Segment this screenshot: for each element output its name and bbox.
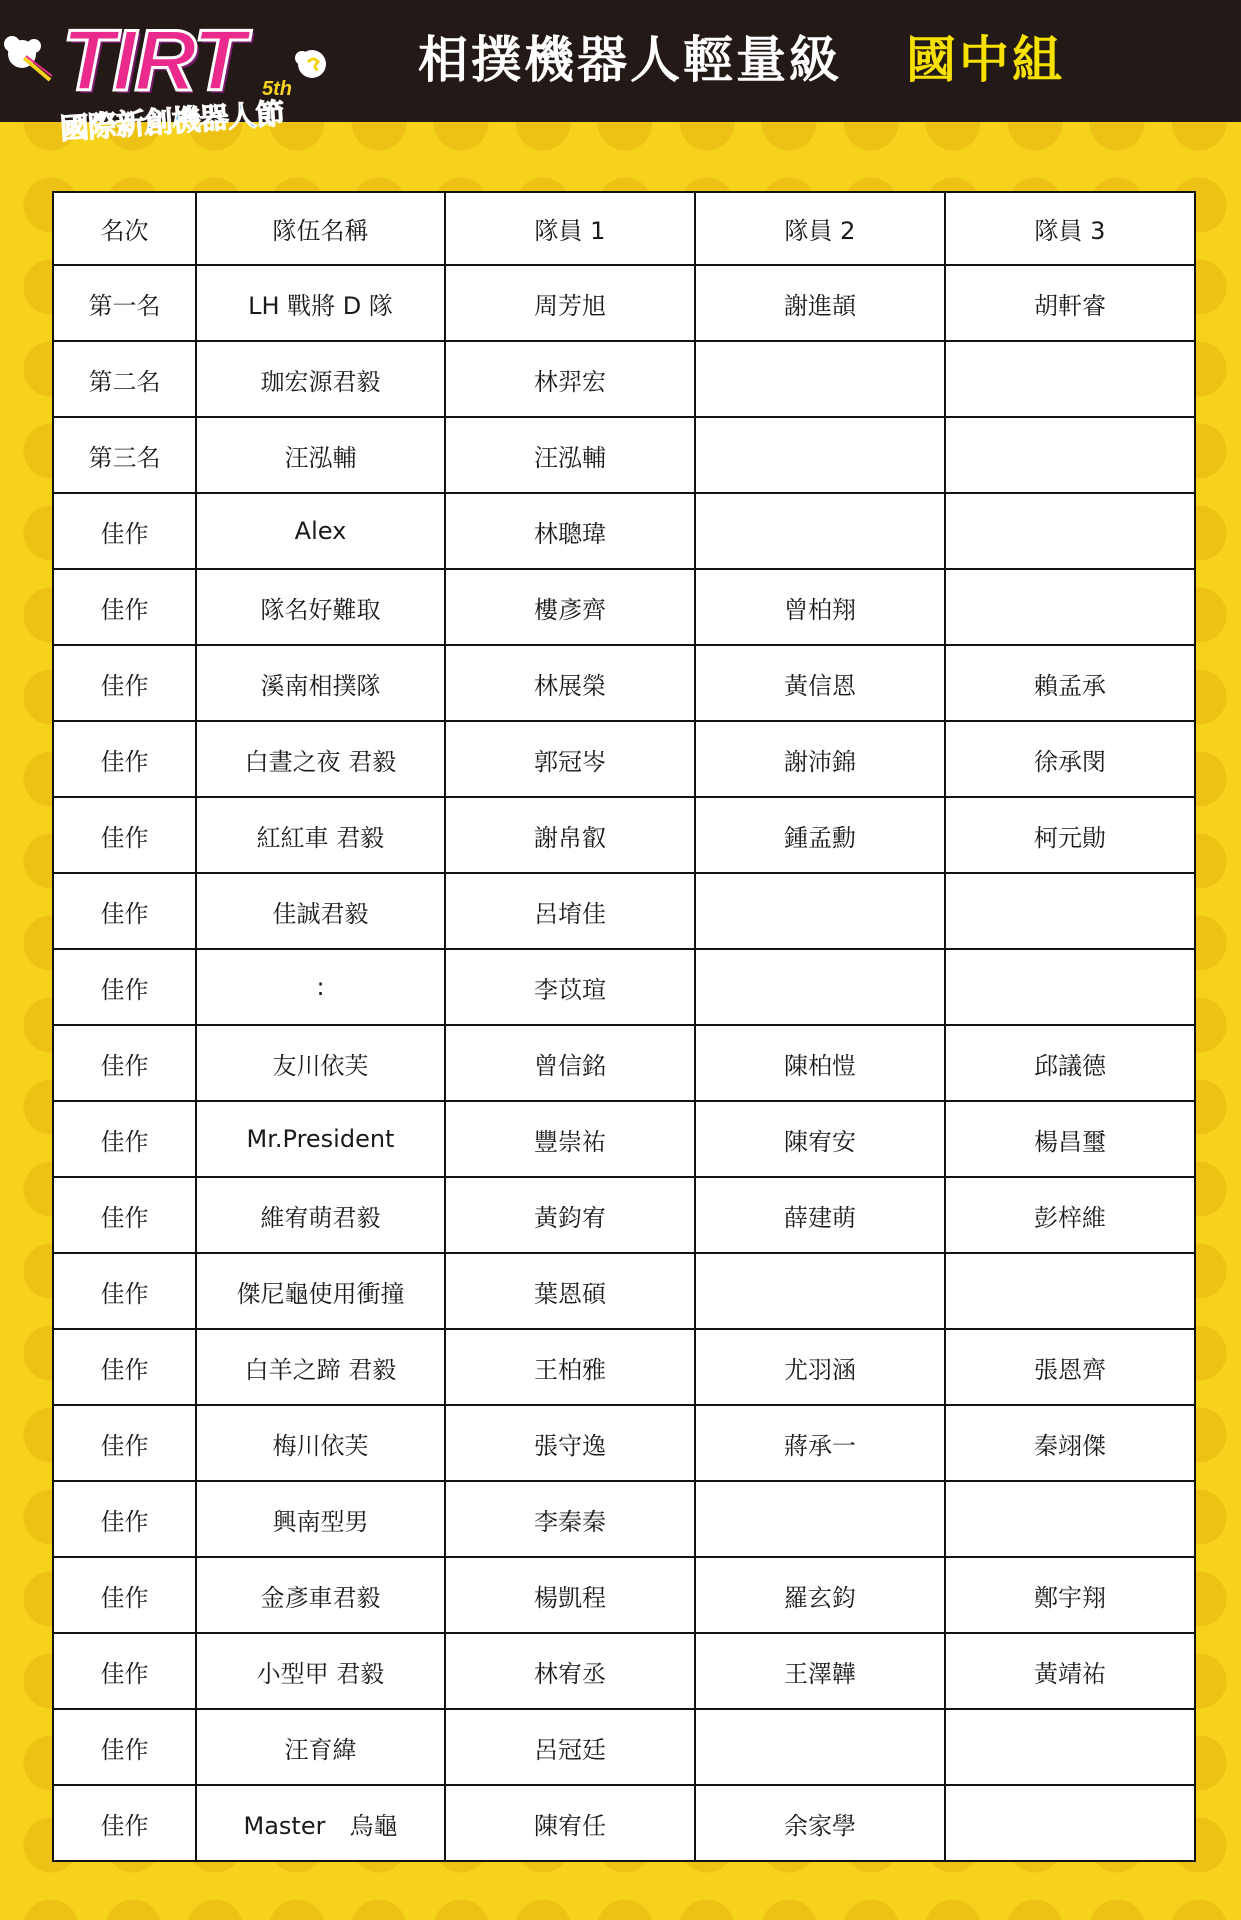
member-3-cell: [945, 341, 1195, 417]
member-3-cell: 張恩齊: [945, 1329, 1195, 1405]
table-row: [53, 1633, 1195, 1709]
member-1-cell: 林羿宏: [445, 341, 695, 417]
table-row: [53, 493, 1195, 569]
logo-subtitle: 國際新創機器人節: [58, 96, 285, 146]
member-1-cell: 林展榮: [445, 645, 695, 721]
team-name-cell: 梅川依芙: [196, 1405, 445, 1481]
team-name-cell: :: [196, 949, 445, 1025]
member-1-cell: 李秦秦: [445, 1481, 695, 1557]
member-3-cell: [945, 1785, 1195, 1861]
member-2-cell: [695, 417, 945, 493]
member-3-cell: 徐承閔: [945, 721, 1195, 797]
logo-edition: 5th: [262, 78, 292, 100]
member-1-cell: 黃鈞宥: [445, 1177, 695, 1253]
table-row: [53, 1025, 1195, 1101]
member-2-cell: 余家學: [695, 1785, 945, 1861]
table-row: [53, 1481, 1195, 1557]
category-label: 國中組: [906, 31, 1065, 89]
column-header-member-2: 隊員 2: [695, 192, 945, 265]
member-1-cell: 周芳旭: [445, 265, 695, 341]
rank-cell: 佳作: [53, 1481, 196, 1557]
member-2-cell: [695, 1709, 945, 1785]
member-1-cell: 呂堉佳: [445, 873, 695, 949]
cloud-icon: [290, 42, 334, 86]
table-row: [53, 1557, 1195, 1633]
member-3-cell: 邱議德: [945, 1025, 1195, 1101]
rank-cell: 第二名: [53, 341, 196, 417]
rank-cell: 佳作: [53, 1329, 196, 1405]
header-bar: [0, 0, 1241, 146]
team-name-cell: Master 烏龜: [196, 1785, 445, 1861]
table-row: [53, 265, 1195, 341]
table-row: [53, 721, 1195, 797]
team-name-cell: 珈宏源君毅: [196, 341, 445, 417]
member-2-cell: 薛建萌: [695, 1177, 945, 1253]
rank-cell: 佳作: [53, 493, 196, 569]
team-name-cell: 佳誠君毅: [196, 873, 445, 949]
member-1-cell: 王柏雅: [445, 1329, 695, 1405]
rank-cell: 第三名: [53, 417, 196, 493]
rank-cell: 佳作: [53, 645, 196, 721]
member-3-cell: 彭梓維: [945, 1177, 1195, 1253]
member-1-cell: 呂冠廷: [445, 1709, 695, 1785]
table-row: [53, 949, 1195, 1025]
table-row: [53, 797, 1195, 873]
rank-cell: 佳作: [53, 721, 196, 797]
team-name-cell: Alex: [196, 493, 445, 569]
spark-icon: [0, 28, 58, 86]
member-2-cell: [695, 1481, 945, 1557]
rank-cell: 佳作: [53, 1253, 196, 1329]
team-name-cell: 紅紅車 君毅: [196, 797, 445, 873]
logo-text: TIRT: [62, 13, 244, 109]
member-2-cell: [695, 949, 945, 1025]
team-name-cell: LH 戰將 D 隊: [196, 265, 445, 341]
table-row: [53, 873, 1195, 949]
member-3-cell: [945, 569, 1195, 645]
member-1-cell: 林聰瑋: [445, 493, 695, 569]
member-1-cell: 郭冠岑: [445, 721, 695, 797]
member-1-cell: 林宥丞: [445, 1633, 695, 1709]
team-name-cell: 汪泓輔: [196, 417, 445, 493]
team-name-cell: 汪育緯: [196, 1709, 445, 1785]
table-header-row: [53, 192, 1195, 265]
team-name-cell: 傑尼龜使用衝撞: [196, 1253, 445, 1329]
member-2-cell: 謝沛錦: [695, 721, 945, 797]
member-2-cell: 蔣承一: [695, 1405, 945, 1481]
column-header-member-3: 隊員 3: [945, 192, 1195, 265]
team-name-cell: 白晝之夜 君毅: [196, 721, 445, 797]
member-1-cell: 汪泓輔: [445, 417, 695, 493]
table-row: [53, 1405, 1195, 1481]
member-2-cell: 黃信恩: [695, 645, 945, 721]
rank-cell: 佳作: [53, 1025, 196, 1101]
team-name-cell: 友川依芙: [196, 1025, 445, 1101]
team-name-cell: 維宥萌君毅: [196, 1177, 445, 1253]
table-row: [53, 569, 1195, 645]
rank-cell: 佳作: [53, 1709, 196, 1785]
member-2-cell: 羅玄鈞: [695, 1557, 945, 1633]
member-3-cell: [945, 1481, 1195, 1557]
team-name-cell: 溪南相撲隊: [196, 645, 445, 721]
team-name-cell: 金彥車君毅: [196, 1557, 445, 1633]
member-1-cell: 豐崇祐: [445, 1101, 695, 1177]
member-1-cell: 葉恩碩: [445, 1253, 695, 1329]
rank-cell: 佳作: [53, 949, 196, 1025]
table-row: [53, 1785, 1195, 1861]
rank-cell: 第一名: [53, 265, 196, 341]
table-row: [53, 1177, 1195, 1253]
member-2-cell: [695, 873, 945, 949]
member-3-cell: 賴孟承: [945, 645, 1195, 721]
member-3-cell: [945, 873, 1195, 949]
member-3-cell: 胡軒睿: [945, 265, 1195, 341]
tirt-logo: [0, 0, 350, 155]
column-header-rank: 名次: [53, 192, 196, 265]
table-row: [53, 341, 1195, 417]
member-1-cell: 曾信銘: [445, 1025, 695, 1101]
rank-cell: 佳作: [53, 1633, 196, 1709]
member-3-cell: [945, 949, 1195, 1025]
member-2-cell: [695, 493, 945, 569]
column-header-team: 隊伍名稱: [196, 192, 445, 265]
member-1-cell: 李苡瑄: [445, 949, 695, 1025]
member-2-cell: 尤羽涵: [695, 1329, 945, 1405]
member-3-cell: [945, 1253, 1195, 1329]
member-1-cell: 樓彥齊: [445, 569, 695, 645]
table-row: [53, 645, 1195, 721]
member-3-cell: 鄭宇翔: [945, 1557, 1195, 1633]
member-2-cell: 鍾孟勳: [695, 797, 945, 873]
member-1-cell: 謝帛叡: [445, 797, 695, 873]
table-row: [53, 1329, 1195, 1405]
member-3-cell: 柯元勛: [945, 797, 1195, 873]
member-3-cell: [945, 1709, 1195, 1785]
rank-cell: 佳作: [53, 797, 196, 873]
page-title: 相撲機器人輕量級: [418, 31, 842, 89]
member-2-cell: 陳宥安: [695, 1101, 945, 1177]
member-3-cell: 黃靖祐: [945, 1633, 1195, 1709]
team-name-cell: 白羊之蹄 君毅: [196, 1329, 445, 1405]
table-row: [53, 417, 1195, 493]
rank-cell: 佳作: [53, 569, 196, 645]
column-header-member-1: 隊員 1: [445, 192, 695, 265]
member-3-cell: 楊昌璽: [945, 1101, 1195, 1177]
rank-cell: 佳作: [53, 873, 196, 949]
table-row: [53, 1101, 1195, 1177]
member-2-cell: 謝進頡: [695, 265, 945, 341]
member-2-cell: [695, 1253, 945, 1329]
member-1-cell: 陳宥任: [445, 1785, 695, 1861]
member-2-cell: [695, 341, 945, 417]
member-2-cell: 曾柏翔: [695, 569, 945, 645]
member-1-cell: 張守逸: [445, 1405, 695, 1481]
rank-cell: 佳作: [53, 1177, 196, 1253]
member-2-cell: 王澤韡: [695, 1633, 945, 1709]
team-name-cell: 興南型男: [196, 1481, 445, 1557]
member-1-cell: 楊凱程: [445, 1557, 695, 1633]
rank-cell: 佳作: [53, 1405, 196, 1481]
member-3-cell: [945, 417, 1195, 493]
member-3-cell: 秦翊傑: [945, 1405, 1195, 1481]
table-row: [53, 1709, 1195, 1785]
rank-cell: 佳作: [53, 1557, 196, 1633]
rank-cell: 佳作: [53, 1785, 196, 1861]
member-2-cell: 陳柏愷: [695, 1025, 945, 1101]
rank-cell: 佳作: [53, 1101, 196, 1177]
results-table: [52, 191, 1196, 1862]
team-name-cell: Mr.President: [196, 1101, 445, 1177]
team-name-cell: 隊名好難取: [196, 569, 445, 645]
member-3-cell: [945, 493, 1195, 569]
team-name-cell: 小型甲 君毅: [196, 1633, 445, 1709]
table-row: [53, 1253, 1195, 1329]
